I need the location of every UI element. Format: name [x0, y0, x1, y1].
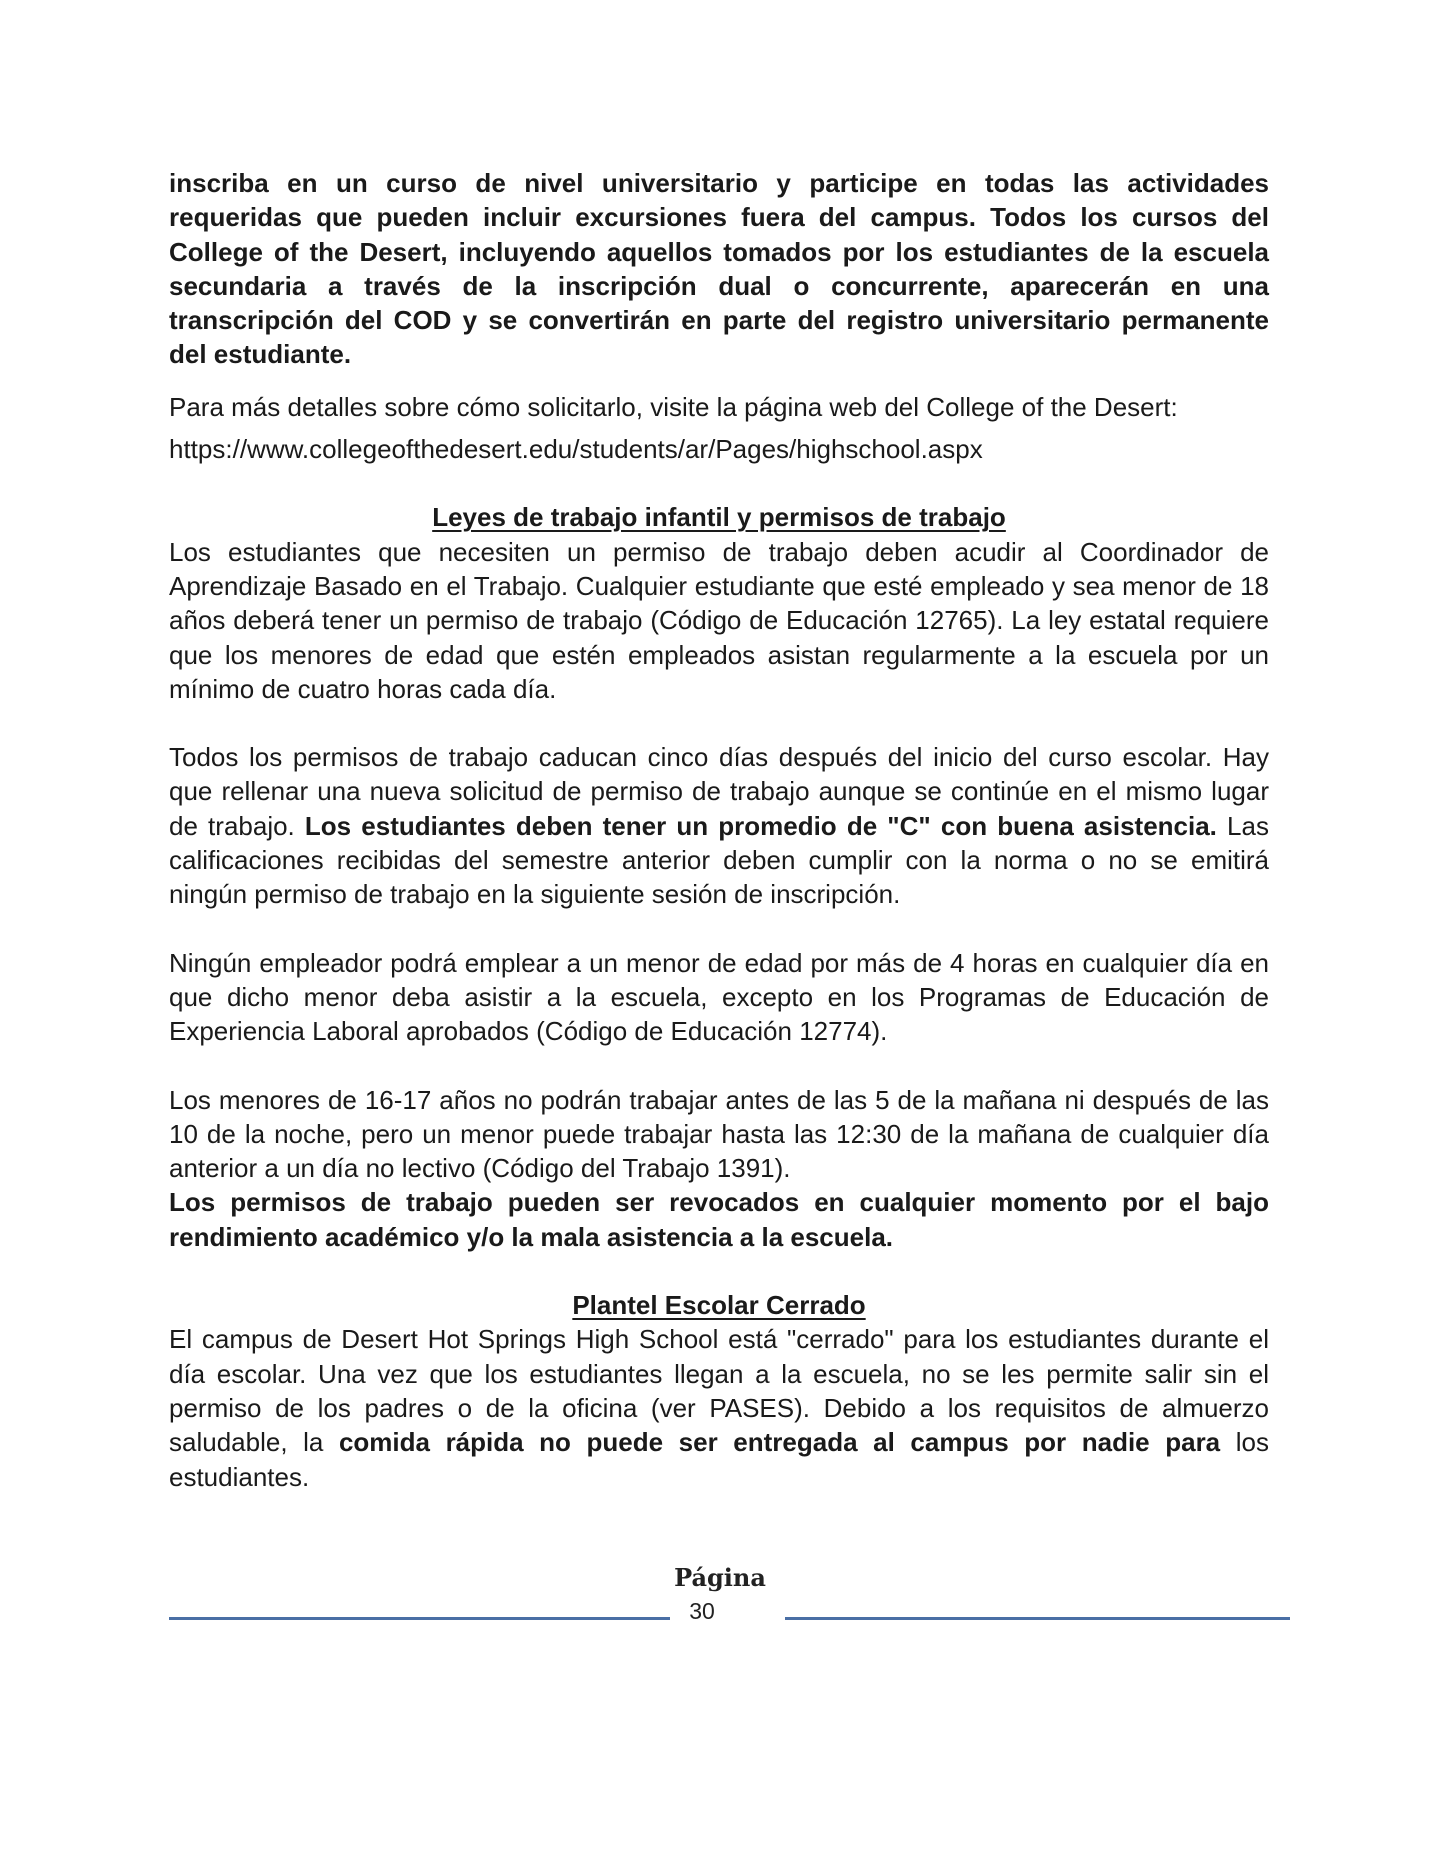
work-permits-heading-text: Leyes de trabajo infantil y permisos de trabajo	[432, 502, 1006, 533]
college-url-link[interactable]: https://www.collegeofthedesert.edu/students/ar/Pages/highschool.aspx	[169, 434, 983, 465]
closed-campus-p1-end: los estudiantes.	[169, 1427, 1269, 1492]
details-text: Para más detalles sobre cómo solicitarlo, visite la página web del College of the Desert:	[169, 391, 1178, 422]
closed-campus-p1-start: El campus de Desert Hot Springs High School está "cerrado" para los estudiantes durante el día escolar. Una vez que los estudiantes llegan a la escuela, no se les permite salir sin el permiso de los padres o de la oficina (ver PASES). Debido a los requisitos de almuerzo saludable, la	[169, 1324, 1269, 1458]
work-permits-paragraph-4: Los menores de 16-17 años no podrán trabajar antes de las 5 de la mañana ni después de las 10 de la noche, pero un menor puede trabajar hasta las 12:30 de la mañana de cualquier día anterior a un día no lectivo (Código del Trabajo 1391).	[169, 1084, 1269, 1184]
work-permits-p2-bold: Los estudiantes deben tener un promedio de "C" con buena asistencia.	[304, 810, 1217, 841]
work-permits-revocation-notice: Los permisos de trabajo pueden ser revocados en cualquier momento por el bajo rendimiento académico y/o la mala asistencia a la escuela.	[169, 1187, 1269, 1252]
page-body	[169, 166, 1269, 1494]
closed-campus-p1-bold: comida rápida no puede ser entregada al campus por nadie para	[338, 1427, 1221, 1458]
intro-bold-paragraph: inscriba en un curso de nivel universitario y participe en todas las actividades requeridas que pueden incluir excursiones fuera del campus. Todos los cursos del College of the Desert, incluyendo aquellos tomados por los estudiantes de la escuela secundaria a través de la inscripción dual o concurrente, aparecerán en una transcripción del COD y se convertirán en parte del registro universitario permanente del estudiante.	[169, 168, 1269, 370]
footer-rule-left	[169, 1617, 670, 1620]
section-heading-work-permits	[169, 500, 1269, 534]
footer-page-number: 30	[689, 1598, 715, 1624]
footer-page-label: Página	[674, 1563, 766, 1592]
section-heading-closed-campus	[169, 1288, 1269, 1322]
work-permits-paragraph-3: Ningún empleador podrá emplear a un menor de edad por más de 4 horas en cualquier día en que dicho menor deba asistir a la escuela, excepto en los Programas de Educación de Experiencia Laboral aprobados (Código de Educación 12774).	[169, 947, 1269, 1047]
work-permits-p2-start: Todos los permisos de trabajo caducan cinco días después del inicio del curso escolar. Hay que rellenar una nueva solicitud de permiso de trabajo aunque se continúe en el mismo lugar de trabajo.	[169, 742, 1269, 841]
work-permits-paragraph-2	[169, 740, 1269, 911]
footer-rule-right	[785, 1617, 1290, 1620]
work-permits-p2-end: Las calificaciones recibidas del semestre anterior deben cumplir con la norma o no se emitirá ningún permiso de trabajo en la siguiente sesión de inscripción.	[169, 810, 1269, 910]
work-permits-paragraph-1: Los estudiantes que necesiten un permiso de trabajo deben acudir al Coordinador de Aprendizaje Basado en el Trabajo. Cualquier estudiante que esté empleado y sea menor de 18 años deberá tener un permiso de trabajo (Código de Educación 12765). La ley estatal requiere que los menores de edad que estén empleados asistan regularmente a la escuela por un mínimo de cuatro horas cada día.	[169, 536, 1269, 704]
closed-campus-paragraph	[169, 1322, 1269, 1493]
closed-campus-heading-text: Plantel Escolar Cerrado	[572, 1290, 866, 1321]
